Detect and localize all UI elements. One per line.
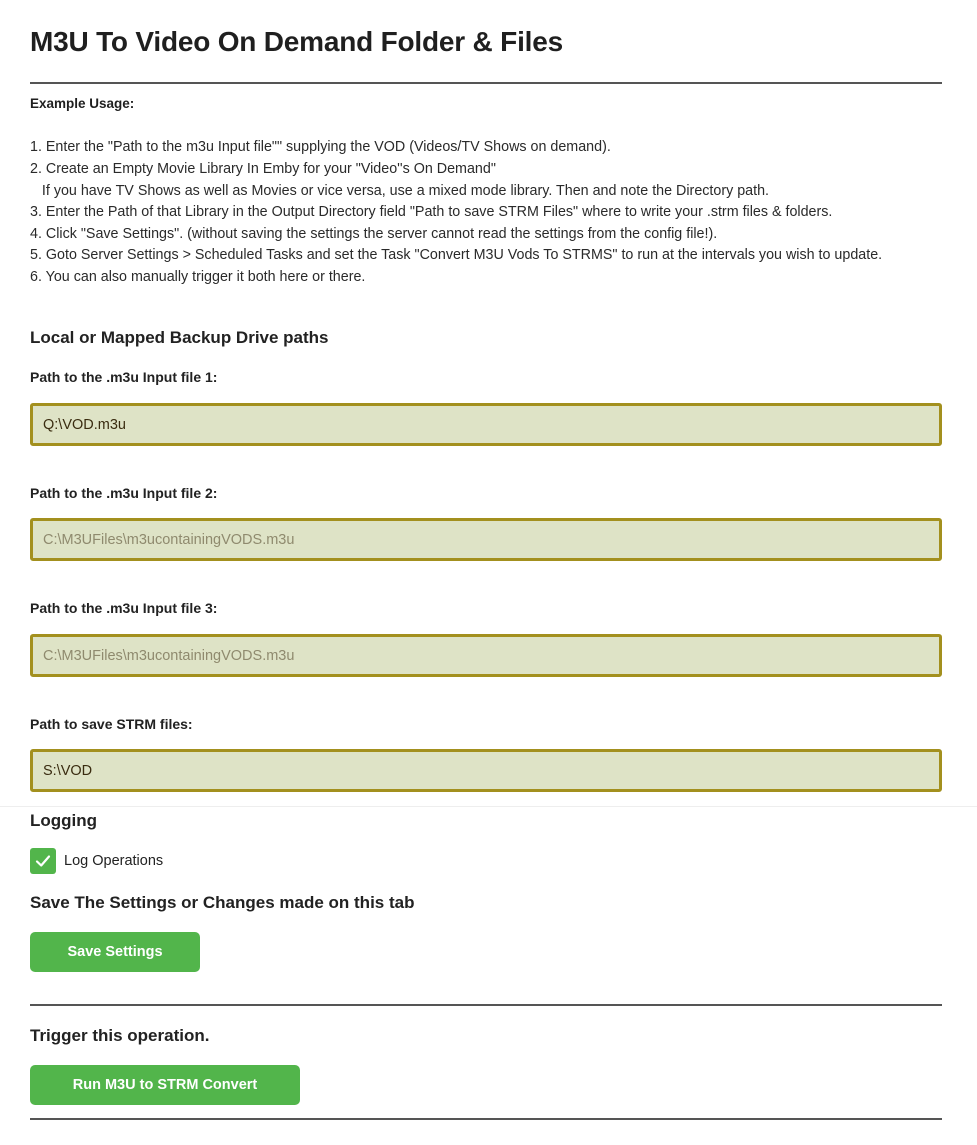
input-file-2-label: Path to the .m3u Input file 2: [30,485,218,501]
save-settings-button[interactable]: Save Settings [30,932,200,972]
input-file-2-field[interactable] [30,518,942,561]
log-operations-checkbox[interactable] [30,848,56,874]
usage-line-2: 2. Create an Empty Movie Library In Emby for your "Video''s On Demand" [30,161,496,177]
usage-line-6: 5. Goto Server Settings > Scheduled Tasks and set the Task "Convert M3U Vods To STRMS" to run at the intervals you wish to update. [30,247,883,263]
strm-output-field[interactable] [30,749,942,792]
section-separator [0,806,977,807]
log-operations-row[interactable] [30,848,163,874]
bottom-divider [30,1118,942,1120]
trigger-section-title: Trigger this operation. [30,1026,210,1045]
run-convert-button[interactable]: Run M3U to STRM Convert [30,1065,300,1105]
usage-line-1: 1. Enter the "Path to the m3u Input file"" supplying the VOD (Videos/TV Shows on demand). [30,139,611,155]
input-file-3-field[interactable] [30,634,942,677]
usage-line-7: 6. You can also manually trigger it both here or there. [30,269,366,285]
usage-line-4: 3. Enter the Path of that Library in the Output Directory field "Path to save STRM Files" where to write your .strm files & folders. [30,204,833,220]
save-section-title: Save The Settings or Changes made on this tab [30,893,415,912]
usage-line-5: 4. Click "Save Settings". (without saving the settings the server cannot read the settings from the config file!). [30,226,718,242]
usage-line-3: If you have TV Shows as well as Movies or vice versa, use a mixed mode library. Then and note the Directory path. [30,183,770,199]
input-file-1-label: Path to the .m3u Input file 1: [30,369,218,385]
title-divider [30,82,942,84]
input-file-1-field[interactable] [30,403,942,446]
paths-section-title: Local or Mapped Backup Drive paths [30,328,329,347]
usage-heading: Example Usage: [30,96,135,111]
checkmark-icon [34,852,52,870]
strm-output-label: Path to save STRM files: [30,716,193,732]
logging-title: Logging [30,811,98,830]
log-operations-label: Log Operations [64,853,164,869]
input-file-3-label: Path to the .m3u Input file 3: [30,600,218,616]
page-title: M3U To Video On Demand Folder & Files [30,26,563,57]
save-divider [30,1004,942,1006]
